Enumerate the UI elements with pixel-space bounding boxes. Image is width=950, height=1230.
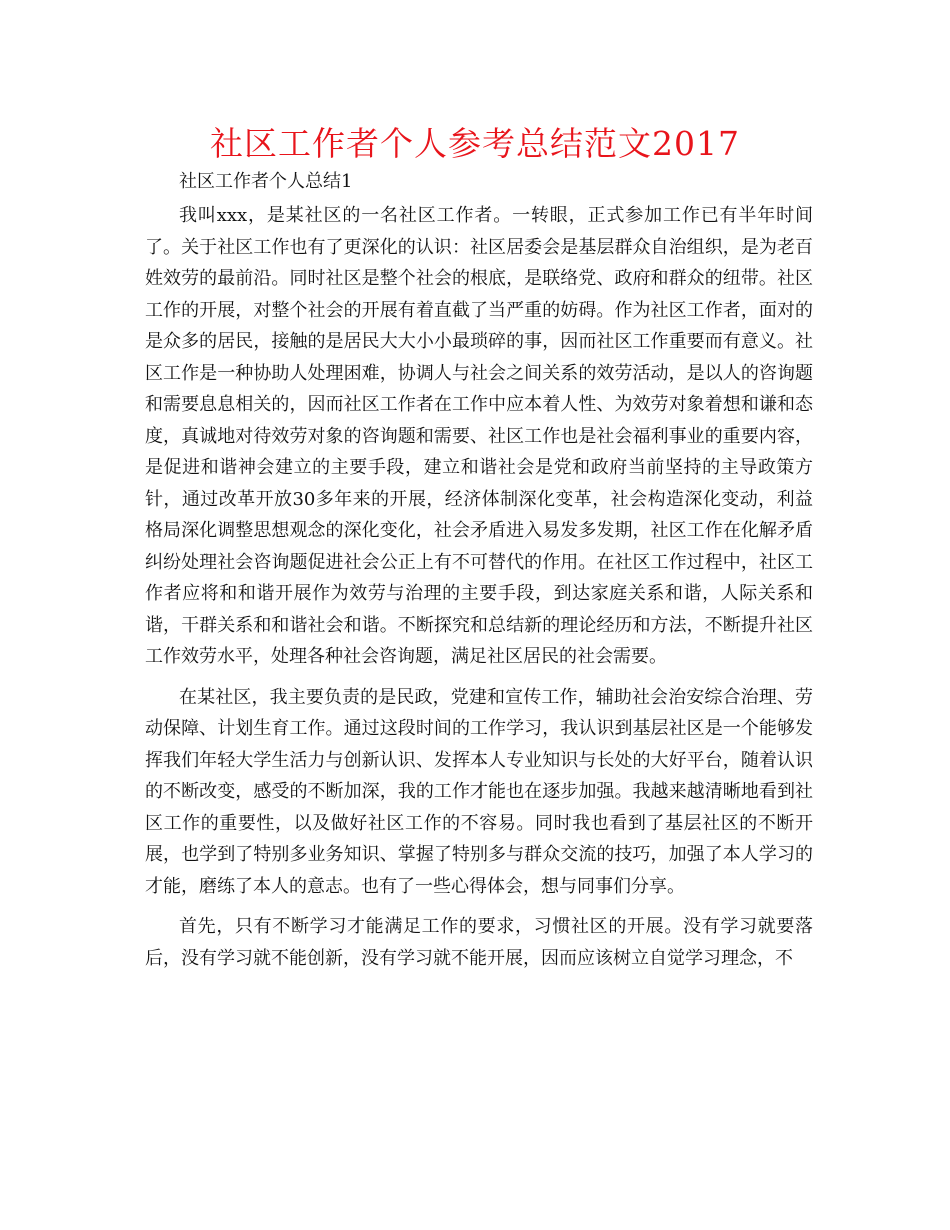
paragraph-3: 首先，只有不断学习才能满足工作的要求，习惯社区的开展。没有学习就要落后，没有学习就不能创新，没有学习就不能开展，因而应该树立自觉学习理念，不 <box>145 916 813 969</box>
paragraph-1: 我叫xxx，是某社区的一名社区工作者。一转眼，正式参加工作已有半年时间了。关于社区工作也有了更深化的认识：社区居委会是基层群众自治组织，是为老百姓效劳的最前沿。同时社区是整个社会的根底，是联络党、政府和群众的纽带。社区工作的开展，对整个社会的开展有着直截了当严重的妨碍。作为社区工作者，面对的是众多的居民，接触的是居民大大小小最琐碎的事，因而社区工作重要而有意义。社区工作是一种协助人处理困难，协调人与社会之间关系的效劳活动，是以人的咨询题和需要息息相关的，因而社区工作者在工作中应本着人性、为效劳对象着想和谦和态度，真诚地对待效劳对象的咨询题和需要、社区工作也是社会福利事业的重要内容，是促进和谐神会建立的主要手段，建立和谐社会是党和政府当前坚持的主导政策方针，通过改革开放30多年来的开展，经济体制深化变革，社会构造深化变动，利益格局深化调整思想观念的深化变化，社会矛盾进入易发多发期，社区工作在化解矛盾纠纷处理社会咨询题促进社会公正上有不可替代的作用。在社区工作过程中，社区工作者应将和和谐开展作为效劳与治理的主要手段，到达家庭关系和谐，人际关系和谐，干群关系和和谐社会和谐。不断探究和总结新的理论经历和方法，不断提升社区工作效劳水平，处理各种社会咨询题，满足社区居民的社会需要。 <box>145 205 813 667</box>
document-body <box>145 166 813 974</box>
section-subtitle: 社区工作者个人总结1 <box>179 171 353 192</box>
document-title: 社区工作者个人参考总结范文2017 <box>210 124 740 163</box>
paragraph-2: 在某社区，我主要负责的是民政，党建和宣传工作，辅助社会治安综合治理、劳动保障、计划生育工作。通过这段时间的工作学习，我认识到基层社区是一个能够发挥我们年轻大学生活力与创新认识、发挥本人专业知识与长处的大好平台，随着认识的不断改变，感受的不断加深，我的工作才能也在逐步加强。我越来越清晰地看到社区工作的重要性，以及做好社区工作的不容易。同时我也看到了基层社区的不断开展，也学到了特别多业务知识、掌握了特别多与群众交流的技巧，加强了本人学习的才能，磨练了本人的意志。也有了一些心得体会，想与同事们分享。 <box>145 686 813 897</box>
